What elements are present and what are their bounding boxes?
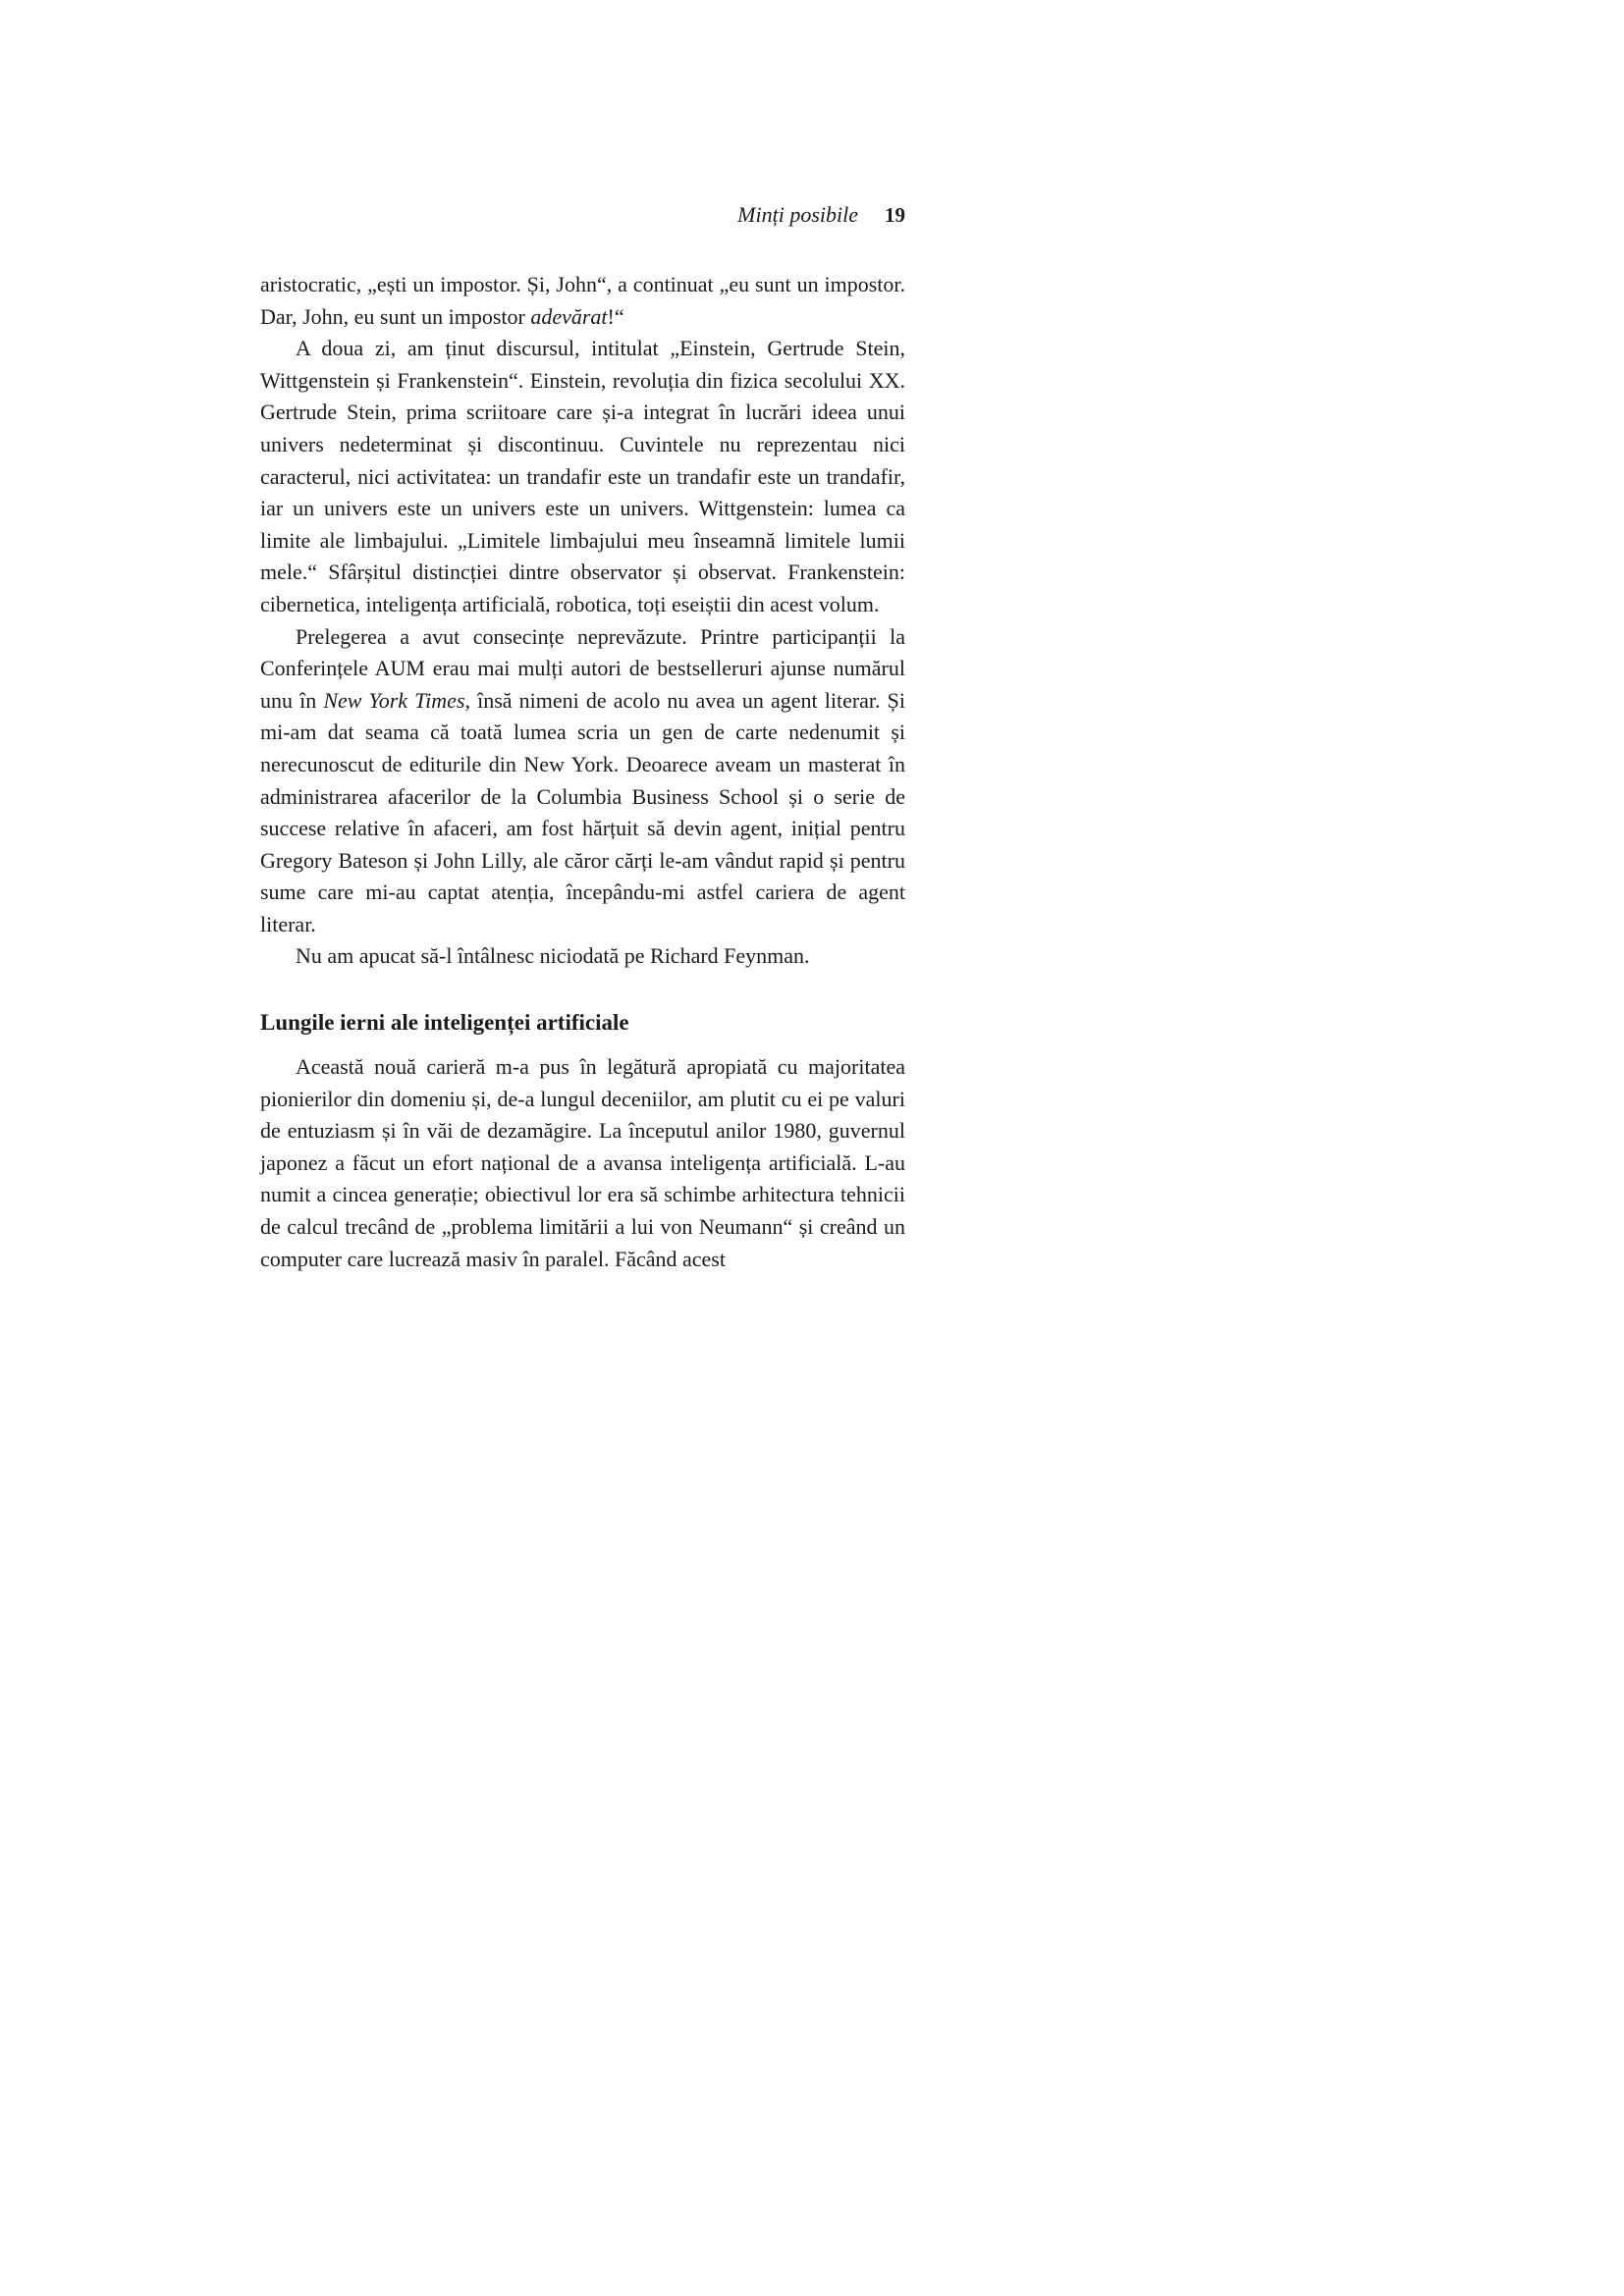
running-header-title: Minți posibile xyxy=(737,202,858,227)
paragraph xyxy=(260,333,905,620)
text-run: Nu am apucat să-l întâlnesc niciodată pe Richard Feynman. xyxy=(296,943,810,969)
text-run: !“ xyxy=(607,303,624,329)
text-run: A doua zi, am ținut discursul, intitulat „Einstein, Gertrude Stein, Wittgenstein și Frankenstein“. Einstein, revoluția din fizica secolului XX. Gertrude Stein, prima scriitoare care și-a integrat în lucrări ideea unui univers nedeterminat și discontinuu. Cuvintele nu reprezentau nici caracterul, nici activitatea: un trandafir este un trandafir este un trandafir, iar un univers este un univers este un univers. Wittgenstein: lumea ca limite ale limbajului. „Limitele limbajului meu înseamnă limitele lumii mele.“ Sfârșitul distincției dintre observator și observat. Frankenstein: cibernetica, inteligența artificială, robotica, toți eseiștii din acest volum. xyxy=(260,336,905,616)
italic-text-run: New York Times xyxy=(323,687,465,713)
paragraph-continuation xyxy=(260,269,905,333)
text-run: , însă nimeni de acolo nu avea un agent literar. Și mi-am dat seama că toată lumea scria un gen de carte nedenumit și nerecunoscut de editurile din New York. Deoarece aveam un masterat în administrarea afacerilor de la Columbia Business School și o serie de succese relative în afaceri, am fost hărțuit să devin agent, inițial pentru Gregory Bateson și John Lilly, ale căror cărți le-am vândut rapid și pentru sume care mi-au captat atenția, începându-mi astfel cariera de agent literar. xyxy=(260,687,905,936)
text-column xyxy=(260,202,905,1275)
text-run: Această nouă carieră m-a pus în legătură apropiată cu majoritatea pionierilor din domeniu și, de-a lungul deceniilor, am plutit cu ei pe valuri de entuziasm și în văi de dezamăgire. La începutul anilor 1980, guvernul japonez a făcut un efort național de a avansa inteligența artificială. L-au numit a cincea generație; obiectivul lor era să schimbe arhitectura tehnicii de calcul trecând de „problema limitării a lui von Neumann“ și creând un computer care lucrează masiv în paralel. Făcând acest xyxy=(260,1054,905,1271)
running-header xyxy=(260,202,905,228)
text-run: Prelegerea a avut consecințe neprevăzute. Printre participanții la Conferințele AUM erau mai mulți autori de bestselleruri ajunse numărul unu în xyxy=(260,623,905,713)
section-heading: Lungile ierni ale inteligenței artificiale xyxy=(260,1010,629,1036)
italic-text-run: adevărat xyxy=(530,303,608,329)
paragraph xyxy=(260,1051,905,1275)
paragraph xyxy=(260,940,905,973)
page-number: 19 xyxy=(885,203,905,227)
paragraph xyxy=(260,621,905,941)
text-run: aristocratic, „ești un impostor. Și, John“, a continuat „eu sunt un impostor. Dar, John, eu sunt un impostor xyxy=(260,272,905,329)
